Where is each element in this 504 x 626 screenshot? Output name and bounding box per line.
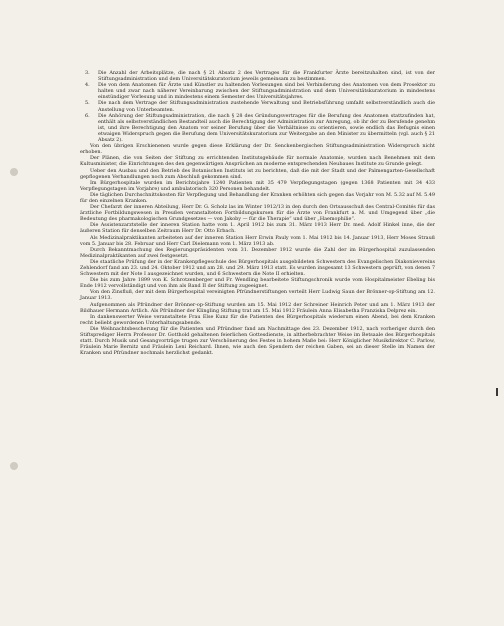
paragraph: Als Medizinalpraktikanten arbeiteten auf der inneren Station Herr Erwin Pauly vom 1. Mai 1912 bis 14. Januar 1913, Herr Moses Strauß vom 5. Januar bis 28. Februar und Herr Carl Dielemann vom 1. März 1913 ab. xyxy=(80,234,435,247)
item-text: Die Anhörung der Stiftungsadministration, die nach § 28 des Gründungsvertrages für die Berufung des Anatomen stattzufinden hat, enthält als selbstverständlichen Bestandteil auch die Berechtigung der Administration zur Anregung, ob ihr der zu Berufende genehm ist, und ihre Berechtigung den Anatom vor seiner Berufung über die Verhältnisse zu orientieren, sowie endlich das Befugnis einen etwaigen Widerspruch gegen die Berufung dem Universitätskuratorium zur Weitergabe an den Minister zu übermitteln (vgl. auch § 21 Absatz 2). xyxy=(98,112,435,144)
punch-hole xyxy=(10,168,18,176)
item-number: 4. xyxy=(85,82,90,89)
edge-mark xyxy=(496,388,498,396)
item-number: 5. xyxy=(85,100,90,107)
numbered-item xyxy=(80,100,435,112)
paragraph: Im Bürgerhospitale wurden im Berichtsjahre 1240 Patienten mit 35 479 Verpflegungstagen (gegen 1368 Patienten mit 34 433 Verpflegungstagen im Vorjahre) und ambulatorisch 320 Personen behandelt. xyxy=(80,179,435,192)
item-text: Die Anzahl der Arbeitsplätze, die nach § 21 Absatz 2 des Vertrages für die Frankfurter Ärzte bereitzuhalten sind, ist von der Stiftungsadministration und dem Universitätskuratorium jeweils gemeinsam zu bestimmen. xyxy=(98,70,435,83)
paragraph: Von den Zinsfluß, der mit dem Bürgerhospital vereinigten Pfründnerstiftungen verteilt Herr Ludwig Saun der Brönner-op-Stiftung am 12. Januar 1913. xyxy=(80,289,435,302)
paragraph: Aufgenommen als Pfründner der Brönner-op-Stiftung wurden am 15. Mai 1912 der Schreiner Heinrich Peter und am 1. März 1913 der Bildhauer Hermann Artlich. Als Pfründner der Klingling Stiftung trat am 15. Mai 1912 Fräulein Anna Elisabetha Franziska Delprez ein. xyxy=(80,301,435,314)
punch-hole xyxy=(10,462,18,470)
paragraph: Durch Bekanntmachung des Regierungspräsidenten vom 31. Dezember 1912 wurde die Zahl der im Bürgerhospital zuzulassenden Medizinalpraktikanten auf zwei festgesetzt. xyxy=(80,246,435,259)
paragraph: In dankenswerter Weise veranstaltete Frau Else Kunz für die Patienten des Bürgerhospitals wiederum einen Abend, bei dem Kranken recht beliebt gewordenen Unterhaltungsabende. xyxy=(80,313,435,326)
paragraph: Die staatliche Prüfung der in der Krankenpflegeschule des Bürgerhospitals ausgebildeten Schwestern des Evangelischen Diakonievereins Zehlendorf fand am 23. und 24. Oktober 1912 und am 28. und 29. März 1913 statt. Es wurden insgesamt 13 Schwestern geprüft, von denen 7 Schwestern mit der Note I ausgezeichnet wurden, und 6 Schwestern die Note II erhielten. xyxy=(80,258,435,278)
numbered-item xyxy=(80,82,435,100)
paragraph: Von den übrigen Erschienenen wurde gegen diese Erklärung der Dr. Senckenbergischen Stiftungsadministration Widerspruch nicht erhoben. xyxy=(80,143,435,156)
document-body xyxy=(80,70,435,356)
paragraph: Die täglichen Durchschnittskosten für Verpflegung und Behandlung der Kranken erhöhten sich gegen das Vorjahr von M. 5.32 auf M. 5.49 für den einzelnen Kranken. xyxy=(80,191,435,204)
item-text: Die von dem Anatomen für Ärzte und Künstler zu haltenden Vorlesungen sind bei Verhinderung des Anatomen von dem Prosektor zu halten und zwar nach näherer Vereinbarung zwischen der Stiftungsadministration und dem Universitätskuratorium in mindestens einstündiger Vorlesung und in mindestens einem Semester des Universitätsjahres. xyxy=(98,82,435,101)
item-text: Die nach dem Vertrage der Stiftungsadministration zustehende Verwaltung und Betriebsführung umfaßt selbstverständlich auch die Anstellung von Unterbeamten. xyxy=(98,100,435,113)
item-number: 3. xyxy=(85,70,90,76)
paragraph: Die bis zum Jahre 1899 von K. Schrotzenberger und Fr. Wendling bearbeitete Stiftungschronik wurde vom Hospitalmeister Ebeling bis Ende 1912 vervollständigt und von ihm als Band II der Stiftung zugeeignet. xyxy=(80,277,435,290)
numbered-item xyxy=(80,113,435,143)
numbered-item xyxy=(80,70,435,82)
item-number: 6. xyxy=(85,112,90,119)
paragraph: Der Chefarzt der inneren Abteilung, Herr Dr. G. Scholz las im Winter 1912/13 in den durch den Ortsausschuß des Central-Comités für das ärztliche Fortbildungswesen in Preußen veranstalteten Fortbildungskursen für die Ärzte von Frankfurt a. M. und Umgegend über „die Bedeutung des pharmakologischen Grundgesetzes — von Jakoby — für die Therapie“ und über „Haemophilie“. xyxy=(80,204,435,223)
paragraph: Ueber den Ausbau und den Betrieb des Botanischen Instituts ist zu berichten, daß die mit der Stadt und der Palmengarten-Gesellschaft gepflogenen Verhandlungen noch zum Abschluß gekommen sind. xyxy=(80,167,435,180)
paragraph: Die Assistenzarztstelle der inneren Station hatte vom 1. April 1912 bis zum 31. März 1913 Herr Dr. med. Adolf Hinkel inne, die der äußeren Station für denselben Zeitraum Herr Dr. Otto Erbach. xyxy=(80,222,435,235)
paragraph: Der Plänen, die von Seiten der Stiftung zu errichtenden Institutsgebäude für normale Anatomie, wurden nach Benehmen mit dem Kultusminister, die Einrichtungen des den gegenwärtigen Ansprüchen an moderne entsprechenden Neubaues Institute zu Grunde gelegt. xyxy=(80,155,435,168)
paragraph: Die Weihnachtsbescherung für die Patienten und Pfründner fand am Nachmittage des 23. Dezember 1912, nach vorheriger durch den Stiftsprediger Herrn Professor Dr. Gotthold gehaltenen feierlichen Gottesdienste, in altherbebrachter Weise im Betsaale des Bürgerhospitals statt. Durch Musik und Gesangvorträge trugen zur Verschönerung des Festes in hohem Maße bei: Herr Königlicher Musikdirektor C. Parlow, Fräulein Marie Bernitz und Fräulein Leni Reichard. Ihnen, wie auch den Spendern der reichen Gaben, sei an dieser Stelle im Namen der Kranken und Pfründner nochmals herzlichst gedankt. xyxy=(80,325,435,357)
